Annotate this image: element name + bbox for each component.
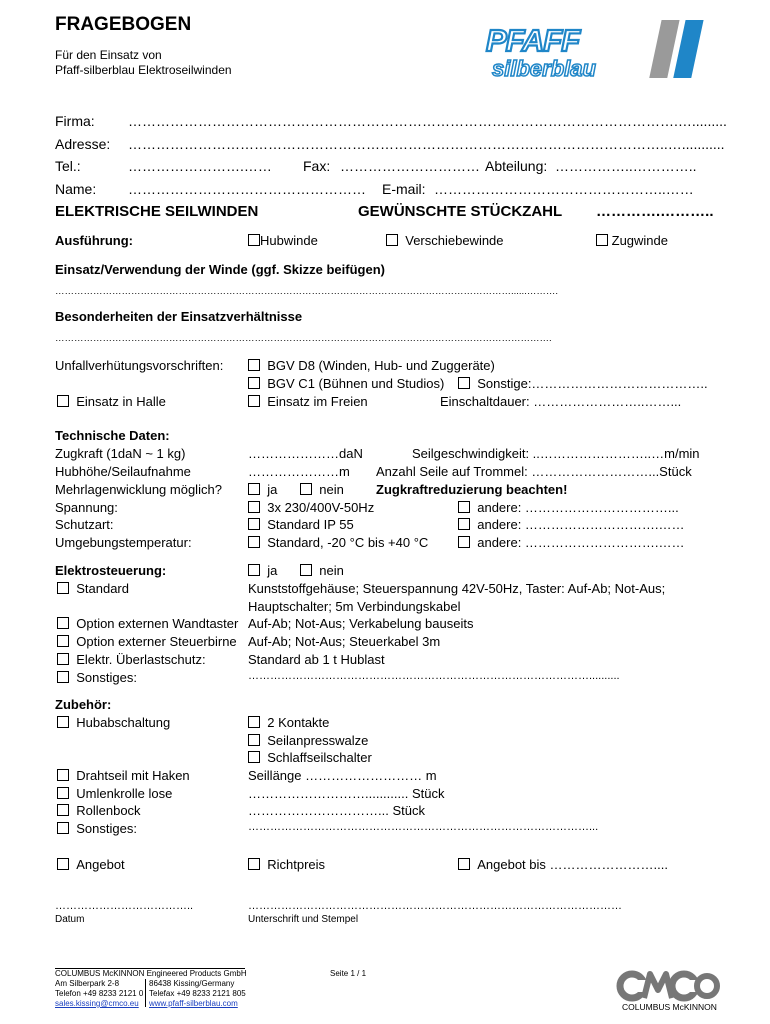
- technik-heading: Technische Daten:: [55, 428, 170, 443]
- zugwinde-label: Zugwinde: [611, 233, 668, 248]
- pfaff-silberblau-logo: [480, 18, 710, 80]
- vorschriften-label: Unfallverhütungsvorschriften:: [55, 358, 224, 373]
- name-label: Name:: [55, 181, 97, 197]
- schlaffseilschalter-checkbox[interactable]: [248, 751, 260, 763]
- seilanpresswalze-checkbox[interactable]: [248, 734, 260, 746]
- fax-label: Fax:: [303, 158, 331, 174]
- bgv-c1-option[interactable]: [248, 376, 444, 391]
- spannung-option[interactable]: [248, 500, 374, 515]
- spannung-value: 3x 230/400V-50Hz: [267, 500, 375, 515]
- schutzart-value: Standard IP 55: [267, 517, 354, 532]
- footer-phone: Telefon +49 8233 2121 0: [55, 989, 144, 998]
- standard-label: Standard: [76, 581, 129, 596]
- seilanpresswalze-label: Seilanpresswalze: [267, 733, 369, 748]
- elektro-ja-option[interactable]: [248, 563, 277, 578]
- hubwinde-option[interactable]: [248, 233, 318, 248]
- elektro-sonstiges-option[interactable]: [57, 670, 137, 685]
- elektro-ja-checkbox[interactable]: [248, 564, 260, 576]
- anzahl-seile-field[interactable]: Anzahl Seile auf Trommel: ………………………...Stück: [376, 464, 692, 479]
- schutzart-andere-checkbox[interactable]: [458, 518, 470, 530]
- zugkraftreduzierung-note: Zugkraftreduzierung beachten!: [376, 482, 568, 497]
- halle-label: Einsatz in Halle: [76, 394, 166, 409]
- freien-label: Einsatz im Freien: [267, 394, 368, 409]
- elektro-sonstiges-field[interactable]: …………………………………………………………………………………..........: [248, 670, 620, 682]
- richtpreis-label: Richtpreis: [267, 857, 326, 872]
- zugkraft-label: Zugkraft (1daN ~ 1 kg): [55, 446, 186, 461]
- email-label: E-mail:: [382, 181, 426, 197]
- wandtaster-checkbox[interactable]: [57, 617, 69, 629]
- wandtaster-description: Auf-Ab; Not-Aus; Verkabelung bauseits: [248, 616, 474, 631]
- angebot-bis-label: Angebot bis ……………………....: [477, 857, 668, 872]
- rollenbock-checkbox[interactable]: [57, 804, 69, 816]
- bgv-d8-label: BGV D8 (Winden, Hub- und Zuggeräte): [267, 358, 495, 373]
- stueckzahl-heading: GEWÜNSCHTE STÜCKZAHL: [358, 203, 563, 220]
- page-number: Seite 1 / 1: [330, 969, 367, 978]
- einschaltdauer-field[interactable]: Einschaltdauer: ……………………..……...: [440, 394, 682, 409]
- bgv-d8-option[interactable]: [248, 358, 495, 373]
- standard-description-1: Kunststoffgehäuse; Steuerspannung 42V-50Hz, Taster: Auf-Ab; Not-Aus;: [248, 581, 666, 596]
- angebot-bis-checkbox[interactable]: [458, 858, 470, 870]
- elektro-sonstiges-label: Sonstiges:: [76, 670, 137, 685]
- seilwinden-heading: ELEKTRISCHE SEILWINDEN: [55, 203, 259, 220]
- schutzart-andere-option[interactable]: [458, 517, 685, 532]
- spannung-andere-label: andere: ……………………………...: [477, 500, 679, 515]
- firma-field[interactable]: ……………………………………………………………………………………………………….….........: [128, 113, 727, 129]
- mehrlagen-nein-label: nein: [319, 482, 344, 497]
- schutzart-andere-label: andere: ………………………….……: [477, 517, 685, 532]
- drahtseil-option[interactable]: [57, 768, 190, 783]
- hubabschaltung-label: Hubabschaltung: [76, 715, 171, 730]
- elektro-nein-label: nein: [319, 563, 344, 578]
- richtpreis-checkbox[interactable]: [248, 858, 260, 870]
- schutzart-label: Schutzart:: [55, 517, 114, 532]
- ueberlast-label: Elektr. Überlastschutz:: [76, 652, 206, 667]
- hubwinde-checkbox[interactable]: [248, 234, 260, 246]
- spannung-label: Spannung:: [55, 500, 118, 515]
- steuerbirne-description: Auf-Ab; Not-Aus; Steuerkabel 3m: [248, 634, 441, 649]
- wandtaster-label: Option externen Wandtaster: [76, 616, 239, 631]
- ueberlast-option[interactable]: [57, 652, 206, 667]
- besonderheiten-field[interactable]: ………………………………………………………………………………………………………………………………………….: [55, 333, 552, 344]
- mehrlagen-ja-option[interactable]: [248, 482, 277, 497]
- hubabschaltung-checkbox[interactable]: [57, 716, 69, 728]
- unterschrift-field[interactable]: …………………………………………………………………………………………: [248, 900, 622, 912]
- angebot-option[interactable]: [57, 857, 125, 872]
- zubehoer-sonstiges-field[interactable]: …………………………………………………………………………………...: [248, 821, 599, 833]
- freien-option[interactable]: [248, 394, 368, 409]
- steuerbirne-option[interactable]: [57, 634, 237, 649]
- ueberlast-checkbox[interactable]: [57, 653, 69, 665]
- mehrlagen-ja-checkbox[interactable]: [248, 483, 260, 495]
- rollenbock-label: Rollenbock: [76, 803, 141, 818]
- mehrlagen-nein-option[interactable]: [300, 482, 344, 497]
- verschiebewinde-option[interactable]: [386, 233, 504, 248]
- sonstige-option[interactable]: [458, 376, 708, 391]
- umlenkrolle-label: Umlenkrolle lose: [76, 786, 173, 801]
- angebot-checkbox[interactable]: [57, 858, 69, 870]
- footer-column-divider: [145, 979, 146, 1007]
- hubhoehe-label: Hubhöhe/Seilaufnahme: [55, 464, 191, 479]
- kontakte-checkbox[interactable]: [248, 716, 260, 728]
- umgebung-andere-checkbox[interactable]: [458, 536, 470, 548]
- zubehoer-sonstiges-option[interactable]: [57, 821, 137, 836]
- elektro-ja-label: ja: [267, 563, 278, 578]
- tel-label: Tel.:: [55, 158, 81, 174]
- seilanpresswalze-option[interactable]: [248, 733, 368, 748]
- einsatz-label: Einsatz/Verwendung der Winde (ggf. Skizze beifügen): [55, 262, 385, 277]
- zugkraft-field[interactable]: …………………daN: [248, 446, 363, 461]
- zubehoer-sonstiges-label: Sonstiges:: [76, 821, 137, 836]
- footer-city: 86438 Kissing/Germany: [149, 979, 235, 988]
- zubehoer-sonstiges-checkbox[interactable]: [57, 822, 69, 834]
- zubehoer-heading: Zubehör:: [55, 697, 112, 712]
- besonderheiten-label: Besonderheiten der Einsatzverhältnisse: [55, 309, 303, 324]
- mehrlagen-label: Mehrlagenwicklung möglich?: [55, 482, 222, 497]
- umlenkrolle-checkbox[interactable]: [57, 787, 69, 799]
- subtitle-line-1: Für den Einsatz von: [55, 48, 162, 62]
- elektro-sonstiges-checkbox[interactable]: [57, 671, 69, 683]
- firma-label: Firma:: [55, 113, 95, 129]
- bgv-d8-checkbox[interactable]: [248, 359, 260, 371]
- wandtaster-option[interactable]: [57, 616, 238, 631]
- umgebung-value: Standard, -20 °C bis +40 °C: [267, 535, 429, 550]
- stueckzahl-field[interactable]: ………….………..: [596, 203, 714, 220]
- datum-label: Datum: [55, 914, 85, 925]
- elektro-nein-checkbox[interactable]: [300, 564, 312, 576]
- page-title: FRAGEBOGEN: [55, 14, 192, 35]
- steuerbirne-label: Option externer Steuerbirne: [76, 634, 237, 649]
- umgebung-andere-label: andere: ………………………….……: [477, 535, 685, 550]
- umgebung-checkbox[interactable]: [248, 536, 260, 548]
- svg-text:silberblau: silberblau: [492, 56, 596, 80]
- subtitle-line-2: Pfaff-silberblau Elektroseilwinden: [55, 63, 232, 77]
- email-field[interactable]: …………………………………………..……: [434, 181, 694, 197]
- abteilung-field[interactable]: ……………..…………..: [555, 158, 697, 174]
- kontakte-option[interactable]: [248, 715, 329, 730]
- sonstige-checkbox[interactable]: [458, 377, 470, 389]
- sonstige-label: Sonstige:…………………………………..: [477, 376, 708, 391]
- drahtseil-checkbox[interactable]: [57, 769, 69, 781]
- kontakte-label: 2 Kontakte: [267, 715, 330, 730]
- steuerbirne-checkbox[interactable]: [57, 635, 69, 647]
- verschiebewinde-checkbox[interactable]: [386, 234, 398, 246]
- rollenbock-field[interactable]: …………………………... Stück: [248, 803, 425, 818]
- angebot-label: Angebot: [76, 857, 125, 872]
- mehrlagen-nein-checkbox[interactable]: [300, 483, 312, 495]
- standard-description-2: Hauptschalter; 5m Verbindungskabel: [248, 599, 461, 614]
- standard-option[interactable]: [57, 581, 129, 596]
- spannung-checkbox[interactable]: [248, 501, 260, 513]
- umlenkrolle-field[interactable]: ………………………............ Stück: [248, 786, 445, 801]
- hubhoehe-field[interactable]: …………………m: [248, 464, 350, 479]
- spannung-andere-option[interactable]: [458, 500, 679, 515]
- angebot-bis-option[interactable]: [458, 857, 668, 872]
- standard-checkbox[interactable]: [57, 582, 69, 594]
- schlaffseilschalter-label: Schlaffseilschalter: [267, 750, 372, 765]
- umgebung-label: Umgebungstemperatur:: [55, 535, 192, 550]
- svg-text:PFAFF: PFAFF: [486, 23, 580, 58]
- bgv-c1-label: BGV C1 (Bühnen und Studios): [267, 376, 445, 391]
- halle-option[interactable]: [57, 394, 166, 409]
- richtpreis-option[interactable]: [248, 857, 325, 872]
- datum-field[interactable]: ………………………………..: [55, 900, 194, 912]
- schlaffseilschalter-option[interactable]: [248, 750, 372, 765]
- ausfuehrung-label: Ausführung:: [55, 233, 133, 248]
- seillaenge-field[interactable]: Seillänge ……………………… m: [248, 768, 437, 783]
- rollenbock-option[interactable]: [57, 803, 141, 818]
- hubabschaltung-option[interactable]: [57, 715, 170, 730]
- footer-fax: Telefax +49 8233 2121 805: [149, 989, 246, 998]
- name-field[interactable]: ……………………………………………: [128, 181, 366, 197]
- einsatz-field[interactable]: ………………………………………………………………………………………………………………………………......……….: [55, 286, 558, 297]
- mehrlagen-ja-label: ja: [267, 482, 278, 497]
- abteilung-label: Abteilung:: [485, 158, 548, 174]
- elektro-heading: Elektrosteuerung:: [55, 563, 167, 578]
- tel-field[interactable]: …………………….……: [128, 158, 272, 174]
- zugwinde-checkbox[interactable]: [596, 234, 608, 246]
- footer-web-link[interactable]: www.pfaff-silberblau.com: [149, 999, 238, 1008]
- ueberlast-description: Standard ab 1 t Hublast: [248, 652, 385, 667]
- drahtseil-label: Drahtseil mit Haken: [76, 768, 190, 783]
- elektro-nein-option[interactable]: [300, 563, 344, 578]
- halle-checkbox[interactable]: [57, 395, 69, 407]
- adresse-field[interactable]: ……………………………………………………………………………………………………..…...........: [128, 136, 725, 152]
- seilgeschwindigkeit-field[interactable]: Seilgeschwindigkeit: ..……………………..…m/min: [412, 446, 700, 461]
- freien-checkbox[interactable]: [248, 395, 260, 407]
- footer-company: COLUMBUS McKINNON Engineered Products GmbH: [55, 969, 247, 978]
- fax-field[interactable]: …………………………: [340, 158, 480, 174]
- schutzart-checkbox[interactable]: [248, 518, 260, 530]
- umgebung-andere-option[interactable]: [458, 535, 685, 550]
- bgv-c1-checkbox[interactable]: [248, 377, 260, 389]
- hubwinde-label: Hubwinde: [260, 233, 318, 248]
- verschiebewinde-label: Verschiebewinde: [405, 233, 504, 248]
- footer-street: Am Silberpark 2-8: [55, 979, 120, 988]
- umlenkrolle-option[interactable]: [57, 786, 172, 801]
- footer-email-link[interactable]: sales.kissing@cmco.eu: [55, 999, 139, 1008]
- schutzart-option[interactable]: [248, 517, 354, 532]
- umgebung-option[interactable]: [248, 535, 428, 550]
- spannung-andere-checkbox[interactable]: [458, 501, 470, 513]
- adresse-label: Adresse:: [55, 136, 111, 152]
- zugwinde-option[interactable]: [596, 233, 668, 248]
- cmco-logo-subtitle: COLUMBUS McKINNON: [622, 1002, 717, 1012]
- unterschrift-label: Unterschrift und Stempel: [248, 914, 359, 925]
